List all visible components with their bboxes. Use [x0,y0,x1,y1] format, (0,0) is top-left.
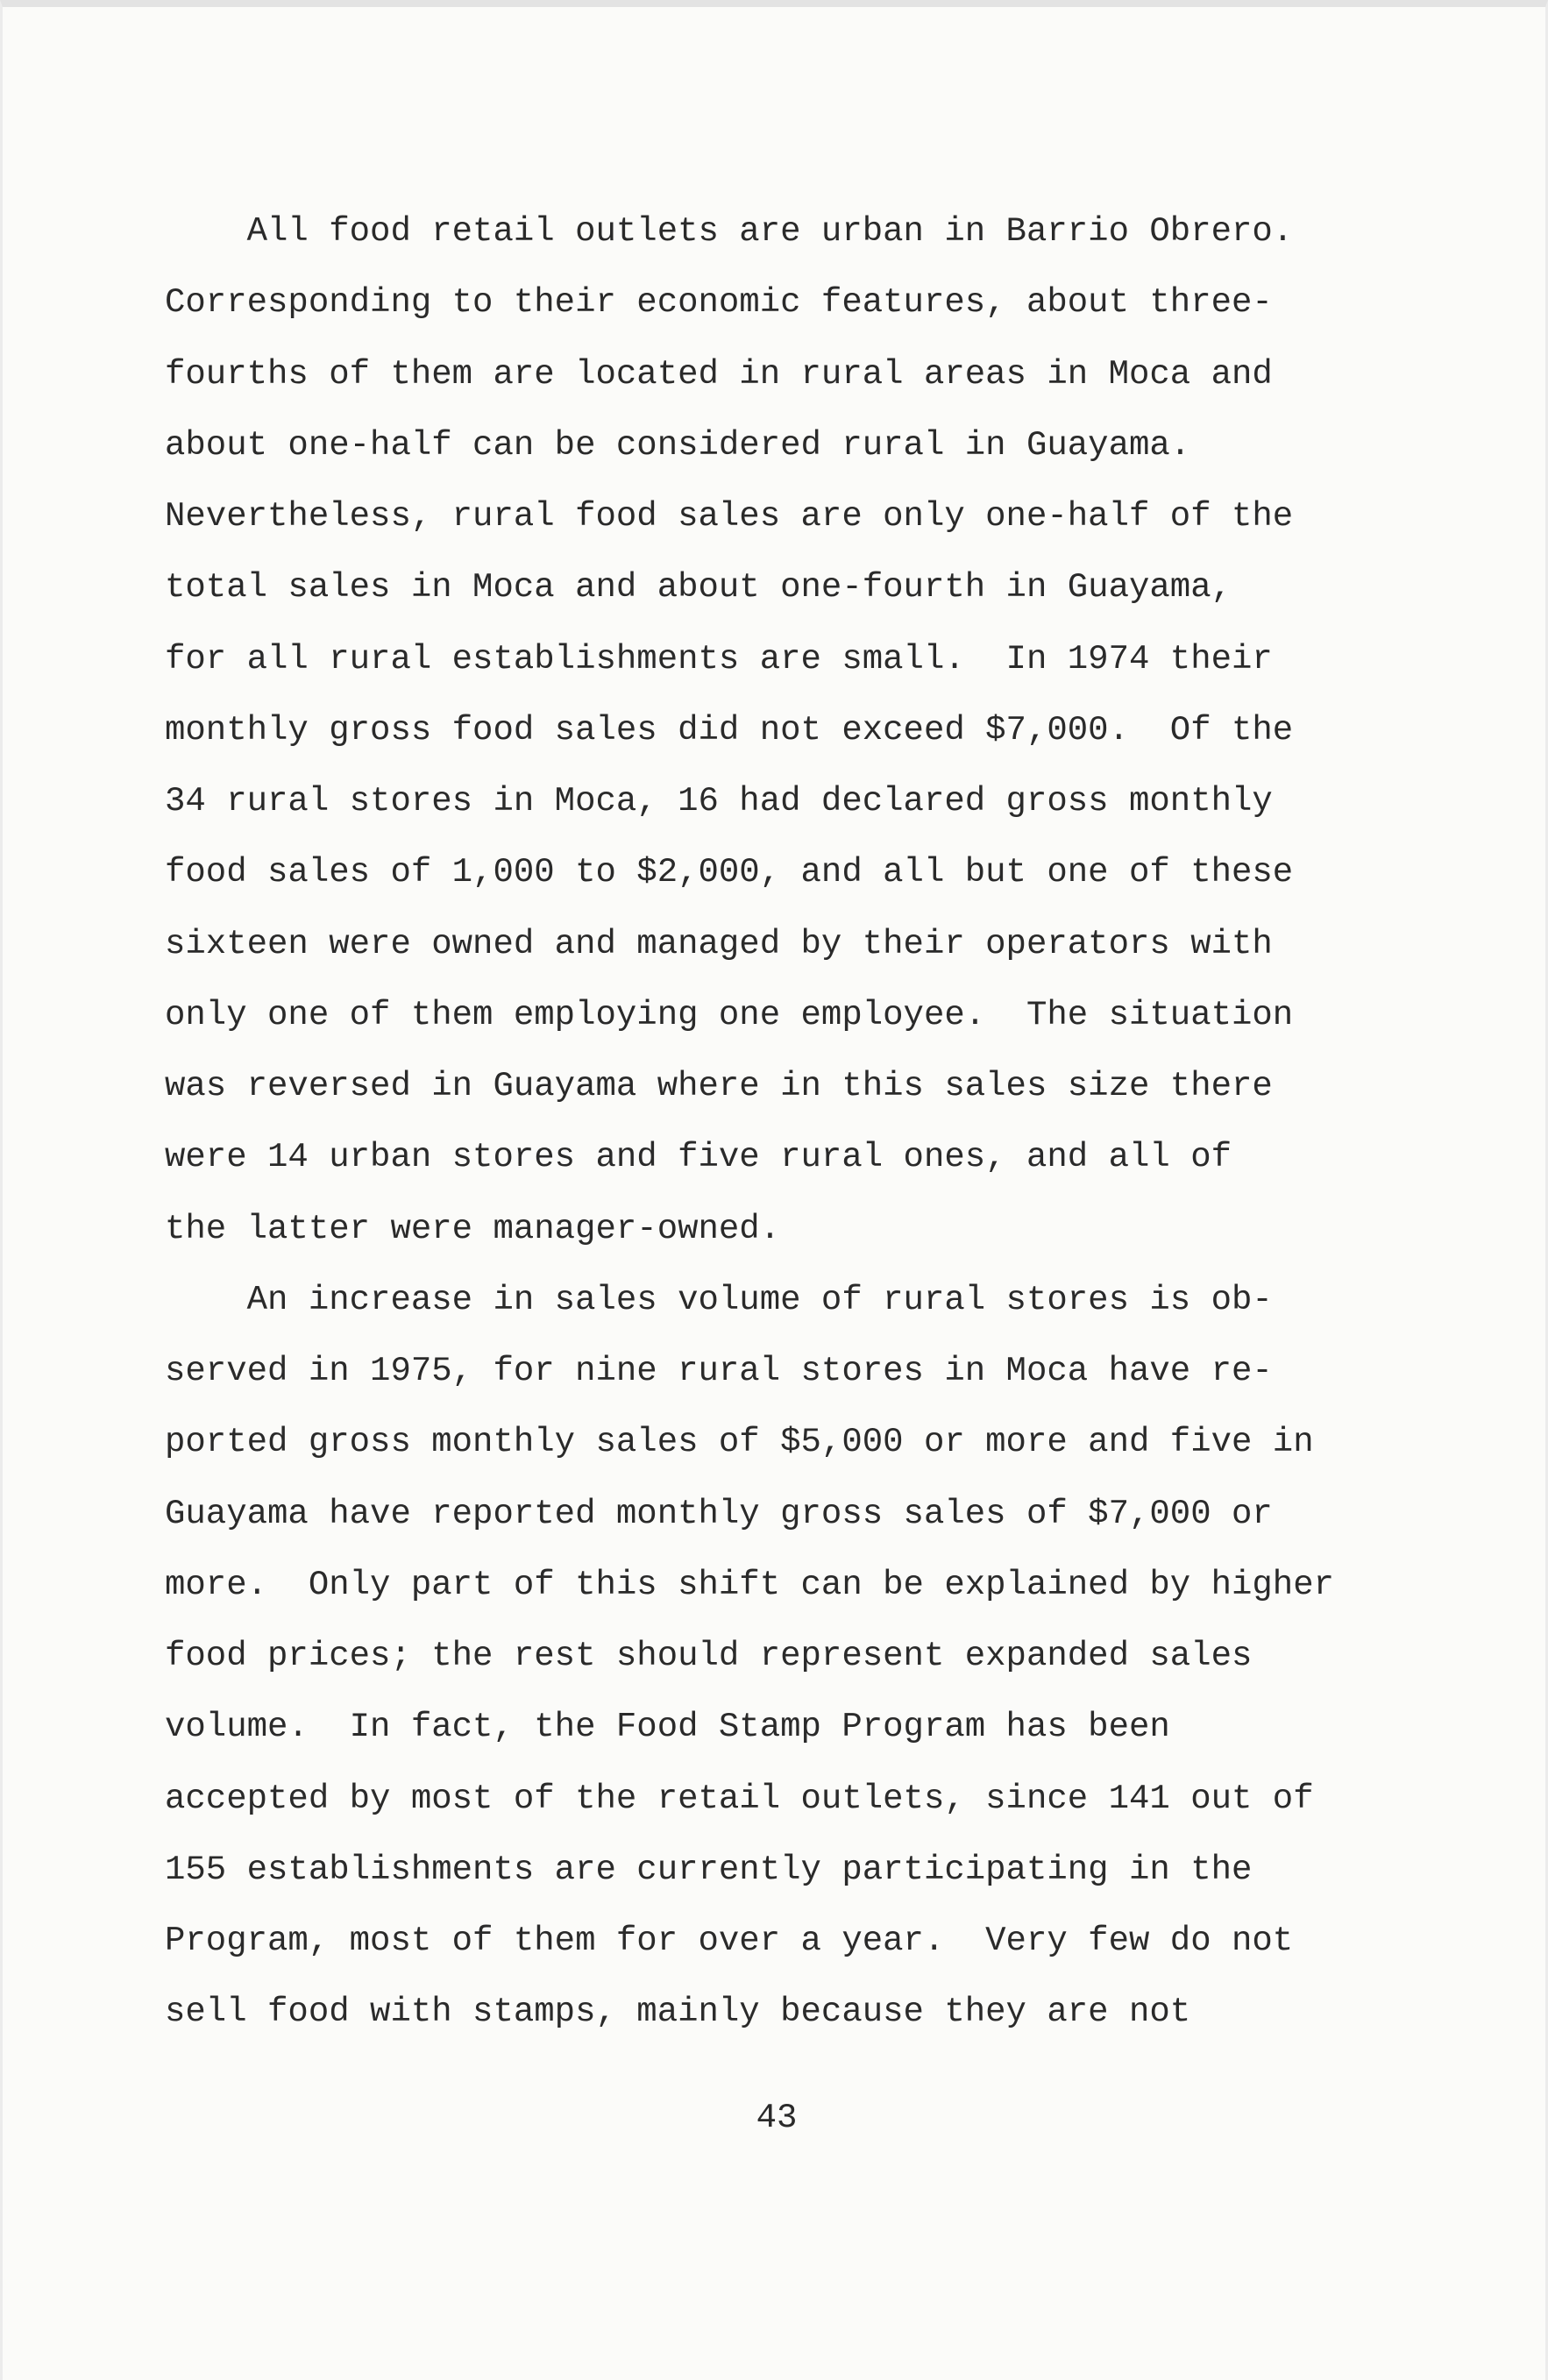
text-line: food sales of 1,000 to $2,000, and all but one of these [165,853,1294,892]
text-line: total sales in Moca and about one-fourth in Guayama, [165,568,1232,607]
text-line: food prices; the rest should represent expanded sales [165,1637,1253,1675]
text-line: volume. In fact, the Food Stamp Program has been [165,1708,1170,1747]
page-number: 43 [756,2099,798,2137]
text-line: sixteen were owned and managed by their operators with [165,924,1273,963]
text-line: served in 1975, for nine rural stores in Moca have re- [165,1352,1273,1390]
text-line: An increase in sales volume of rural stores is ob- [165,1280,1273,1319]
text-line: were 14 urban stores and five rural ones, and all of [165,1138,1232,1177]
text-line: more. Only part of this shift can be explained by higher [165,1565,1335,1604]
text-line: fourths of them are located in rural areas in Moca and [165,354,1273,394]
text-line: for all rural establishments are small. In 1974 their [165,639,1273,678]
text-line: monthly gross food sales did not exceed $7,000. Of the [165,710,1294,750]
body-text [165,210,1392,2063]
paragraph [165,1279,1392,2063]
text-line: 34 rural stores in Moca, 16 had declared gross monthly [165,782,1273,821]
text-line: Program, most of them for over a year. Very few do not [165,1922,1294,1960]
text-line: the latter were manager-owned. [165,1209,781,1248]
text-line: about one-half can be considered rural in Guayama. [165,425,1191,465]
text-line: Guayama have reported monthly gross sales of $7,000 or [165,1494,1273,1533]
text-line: accepted by most of the retail outlets, since 141 out of [165,1779,1314,1818]
text-line: was reversed in Guayama where in this sales size there [165,1067,1273,1105]
text-line: Nevertheless, rural food sales are only one-half of the [165,497,1294,536]
paragraph [165,210,1392,1279]
text-line: sell food with stamps, mainly because they are not [165,1993,1191,2032]
text-line: ported gross monthly sales of $5,000 or more and five in [165,1423,1314,1462]
text-line: All food retail outlets are urban in Barrio Obrero. [165,212,1294,251]
text-line: only one of them employing one employee. The situation [165,995,1294,1034]
text-line: Corresponding to their economic features, about three- [165,283,1273,323]
text-line: 155 establishments are currently participating in the [165,1850,1253,1889]
